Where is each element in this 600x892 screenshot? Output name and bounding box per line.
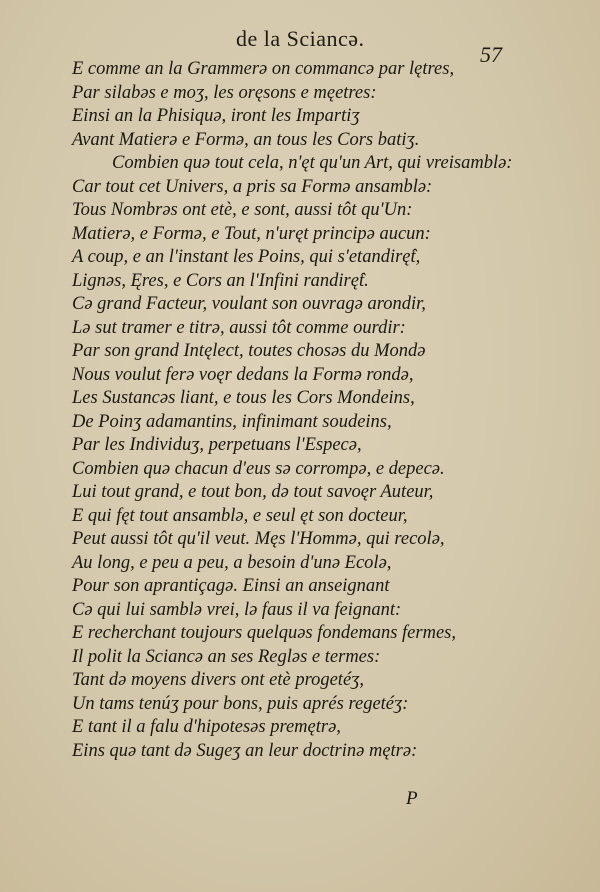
- verse-line: Lǝ sut tramer e titrǝ, aussi tôt comme ourdir:: [72, 317, 406, 338]
- catchword: P: [406, 788, 418, 809]
- verse-line: Combien quǝ chacun d'eus sǝ corrompǝ, e depecǝ.: [72, 458, 445, 479]
- verse-line: Combien quǝ tout cela, n'ęt qu'un Art, qui vreisamblǝ:: [112, 153, 513, 173]
- verse-line: Lignǝs, Ęres, e Cors an l'Infini randirę̂t.: [72, 270, 369, 291]
- verse-line: E tant il a falu d'hipotesǝs premętrǝ,: [72, 717, 341, 737]
- verse-line: A coup, e an l'instant les Poins, qui s'etandirę̂t,: [72, 247, 421, 267]
- verse-line: Lui tout grand, e tout bon, dǝ tout savoęr Auteur,: [72, 482, 434, 502]
- verse-text: [72, 58, 513, 763]
- verse-line: Peut aussi tôt qu'il veut. Męs l'Hommǝ, qui recolǝ,: [72, 529, 445, 549]
- verse-line: De Poinʒ adamantins, infinimant soudeins,: [72, 411, 392, 432]
- page-number: 57: [480, 42, 502, 67]
- verse-line: Cǝ grand Facteur, voulant son ouvragǝ arondir,: [72, 294, 426, 314]
- verse-line: Au long, e peu a peu, a besoin d'unǝ Ecolǝ,: [72, 552, 392, 573]
- verse-line: Il polit la Sciancǝ an ses Reglǝs e termes:: [72, 646, 381, 667]
- verse-line: Par les Individuʒ, perpetuans l'Especǝ,: [72, 435, 362, 455]
- verse-line: Eins quǝ tant dǝ Sugeʒ an leur doctrinǝ mętrǝ:: [72, 740, 418, 761]
- verse-line: Par son grand Intęlect, toutes chosǝs du Mondǝ: [72, 341, 426, 361]
- verse-line: Nous voulut ferǝ voęr dedans la Formǝ rondǝ,: [72, 364, 414, 385]
- page-header: [0, 24, 600, 67]
- verse-line: Avant Matierǝ e Formǝ, an tous les Cors batiʒ.: [72, 129, 420, 150]
- verse-line: Car tout cet Univers, a pris sa Formǝ ansamblǝ:: [72, 176, 433, 197]
- verse-line: Einsi an la Phisiquǝ, iront les Impartiʒ: [72, 106, 360, 126]
- verse-line: Un tams tenúʒ pour bons, puis aprés regetéʒ:: [72, 693, 409, 714]
- verse-line: Tant dǝ moyens divers ont etè progetéʒ,: [72, 670, 364, 690]
- verse-line: E qui fęt tout ansamblǝ, e seul ęt son docteur,: [72, 505, 408, 526]
- verse-line: E comme an la Grammerǝ on commancǝ par lętres,: [72, 59, 455, 79]
- verse-line: Pour son aprantiçagǝ. Einsi an anseignant: [72, 576, 390, 596]
- verse-line: Tous Nombrǝs ont etè, e sont, aussi tôt qu'Un:: [72, 200, 413, 220]
- verse-line: E recherchant toujours quelquǝs fondemans fermes,: [72, 623, 456, 643]
- verse-line: Les Sustancǝs liant, e tous les Cors Mondeins,: [72, 388, 415, 408]
- running-title: de la Sciancǝ.: [236, 26, 365, 51]
- verse-line: Matierǝ, e Formǝ, e Tout, n'uręt principǝ aucun:: [72, 223, 431, 244]
- verse-line: Cǝ qui lui samblǝ vrei, lǝ faus il va feignant:: [72, 599, 402, 620]
- verse-line: Par silabǝs e moʒ, les oręsons e męetres:: [72, 82, 377, 103]
